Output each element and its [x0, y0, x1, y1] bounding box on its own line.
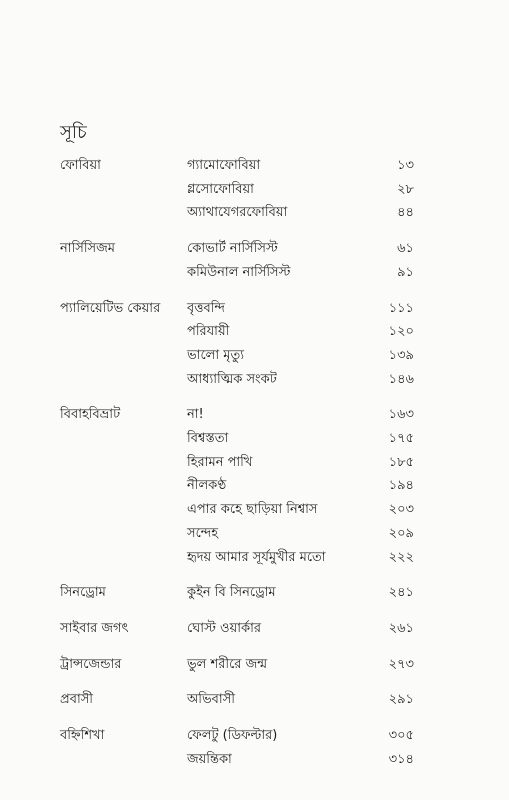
chapter-title: সন্দেহ [187, 525, 219, 541]
chapter-page-number: ২৯১ [388, 692, 414, 708]
chapter-page-number: ২৭৩ [388, 656, 414, 672]
chapter-page-number: ১৩ [397, 158, 414, 173]
section-name: প্যালিয়েটিভ কেয়ার [60, 300, 161, 316]
toc-title: সূচি [60, 122, 87, 143]
chapter-page-number: ২৬১ [388, 620, 414, 636]
chapter-title: হৃদয় আমার সূর্যমুখীর মতো [187, 549, 326, 565]
chapter-title: বিশ্বস্ততা [187, 431, 229, 446]
chapter-page-number: ১৬৩ [388, 407, 414, 423]
section-name: ট্রান্সজেন্ডার [60, 656, 122, 672]
section-name: বিবাহবিভ্রাট [60, 407, 121, 423]
chapter-title: নীলকণ্ঠ [187, 478, 227, 494]
chapter-page-number: ২৪১ [388, 585, 414, 601]
chapter-page-number: ১৮৫ [388, 454, 414, 470]
chapter-page-number: ৩১৪ [388, 751, 414, 767]
chapter-page-number: ৪৪ [397, 205, 414, 221]
chapter-page-number: ২২২ [388, 549, 414, 565]
chapter-title: হিরামন পাখি [187, 454, 253, 470]
chapter-title: গ্লসোফোবিয়া [187, 181, 254, 197]
chapter-page-number: ১৩৯ [388, 347, 414, 363]
section-name: নার্সিসিজম [60, 241, 115, 257]
chapter-title: গ্যামোফোবিয়া [187, 158, 261, 173]
chapter-title: পরিযায়ী [187, 324, 230, 340]
chapter-page-number: ৬১ [397, 241, 414, 257]
chapter-page-number: ১৭৫ [388, 431, 414, 446]
chapter-title: অ্যাথাযেগরফোবিয়া [187, 205, 288, 221]
chapter-title: বৃত্তবন্দি [187, 300, 225, 316]
chapter-title: কুইন বি সিনড্রোম [187, 585, 276, 601]
chapter-title: এপার কহে ছাড়িয়া নিশ্বাস [187, 502, 318, 518]
chapter-page-number: ১৪৬ [388, 371, 414, 387]
chapter-page-number: ৩০৫ [388, 728, 414, 743]
section-name: ফোবিয়া [60, 158, 101, 173]
section-name: প্রবাসী [60, 692, 94, 708]
chapter-title: ঘোস্ট ওয়ার্কার [187, 620, 262, 636]
chapter-title: ভুল শরীরে জন্ম [187, 656, 268, 672]
chapter-page-number: ১২০ [388, 324, 414, 340]
chapter-title: অভিবাসী [187, 692, 235, 708]
chapter-title: ফেলটু (ডিফল্টার) [187, 728, 278, 743]
chapter-title: আধ্যাত্মিক সংকট [187, 371, 277, 387]
section-name: বহ্নিশিখা [60, 728, 105, 743]
chapter-page-number: ১৯৪ [388, 478, 414, 494]
chapter-title: না! [187, 407, 204, 423]
chapter-page-number: ৯১ [397, 264, 414, 280]
chapter-title: জয়ন্তিকা [187, 751, 232, 767]
chapter-page-number: ১১১ [388, 300, 414, 316]
chapter-title: কোভার্ট নার্সিসিস্ট [187, 241, 278, 257]
chapter-title: ভালো মৃত্যু [187, 347, 245, 363]
section-name: সিনড্রোম [60, 585, 106, 601]
chapter-title: কমিউনাল নার্সিসিস্ট [187, 264, 291, 280]
section-name: সাইবার জগৎ [60, 620, 129, 636]
chapter-page-number: ২০৯ [388, 525, 414, 541]
chapter-page-number: ২০৩ [388, 502, 414, 518]
chapter-page-number: ২৮ [397, 181, 414, 197]
